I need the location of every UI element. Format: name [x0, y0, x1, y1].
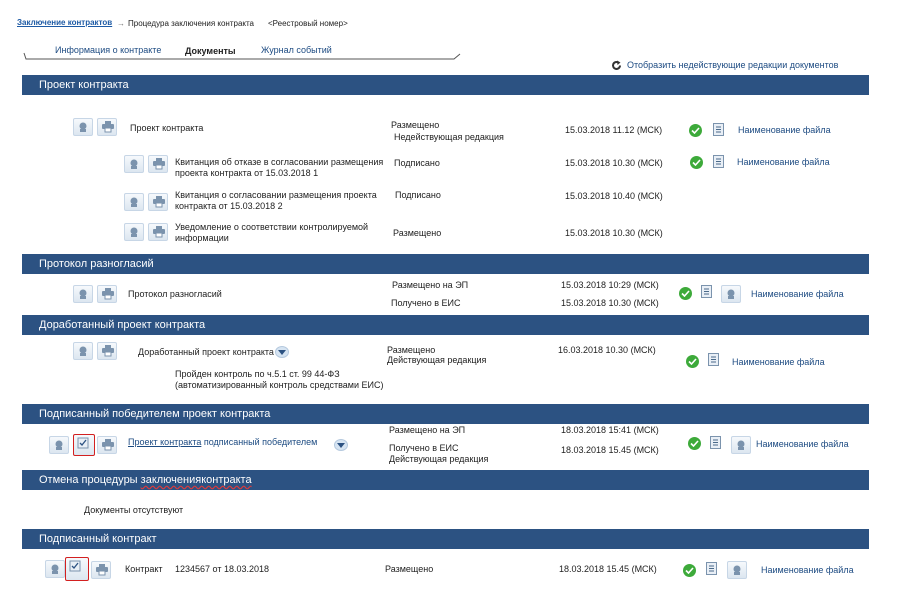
doc-status: Размещено: [393, 228, 442, 238]
section-title-prefix: Отмена процедуры: [39, 474, 141, 486]
show-inactive-link[interactable]: Отобразить недействующие редакции документов: [627, 60, 839, 70]
file-link[interactable]: Наименование файла: [751, 289, 844, 299]
section-contract-draft: Проект контракта: [22, 75, 869, 95]
file-icon[interactable]: [710, 436, 721, 449]
file-icon[interactable]: [713, 155, 724, 168]
doc-date: 15.03.2018 10:29 (МСК): [561, 280, 659, 290]
section-title-underlined: заключенияконтракта: [140, 474, 252, 486]
seal-icon: [128, 196, 140, 208]
doc-status: Подписано: [394, 158, 440, 168]
doc-edition: Действующая редакция: [389, 454, 489, 464]
check-icon: [679, 287, 692, 300]
print-icon: [101, 121, 115, 133]
print-icon: [101, 439, 115, 451]
doc-name: Квитанция о согласовании размещения проекта контракта от 15.03.2018 2: [175, 190, 377, 211]
print-button[interactable]: [91, 561, 111, 579]
signature-button[interactable]: [124, 193, 144, 211]
file-icon[interactable]: [701, 285, 712, 298]
print-icon: [101, 345, 115, 357]
signature-button[interactable]: [49, 436, 69, 454]
doc-name: Уведомление о соответствии контролируемой информации: [175, 222, 369, 243]
file-icon[interactable]: [713, 123, 724, 136]
print-button[interactable]: [148, 223, 168, 241]
doc-date: 16.03.2018 10.30 (МСК): [558, 345, 656, 355]
doc-date: 15.03.2018 10.30 (МСК): [565, 158, 663, 168]
expand-chevron-icon[interactable]: [275, 346, 289, 358]
section-disagreement-protocol: Протокол разногласий: [22, 254, 869, 274]
print-icon: [95, 564, 109, 576]
check-icon: [690, 156, 703, 169]
signature-button[interactable]: [721, 285, 741, 303]
doc-status: Получено в ЕИС: [391, 298, 461, 308]
tab-event-journal[interactable]: Журнал событий: [261, 45, 332, 55]
control-note-text: (автоматизированный контроль средствами ЕИС): [175, 380, 384, 390]
section-procedure-cancellation: [22, 470, 869, 490]
signature-button[interactable]: [73, 285, 93, 303]
check-icon: [689, 124, 702, 137]
print-button[interactable]: [97, 285, 117, 303]
doc-name: Контракт: [125, 564, 163, 574]
doc-status: Размещено: [387, 345, 436, 355]
file-link[interactable]: Наименование файла: [738, 125, 831, 135]
print-icon: [152, 196, 166, 208]
doc-name: Проект контракта: [130, 123, 204, 133]
doc-edition: Недействующая редакция: [394, 132, 504, 142]
verify-signature-button[interactable]: [73, 434, 95, 456]
signature-button[interactable]: [124, 223, 144, 241]
print-icon: [152, 158, 166, 170]
signature-button[interactable]: [73, 342, 93, 360]
doc-name: Протокол разногласий: [128, 289, 222, 299]
doc-name: Доработанный проект контракта: [138, 347, 274, 357]
doc-edition: Действующая редакция: [387, 355, 487, 365]
signature-button[interactable]: [727, 561, 747, 579]
tabs-underline: [22, 52, 462, 64]
signature-button[interactable]: [73, 118, 93, 136]
print-icon: [101, 288, 115, 300]
breadcrumb-procedure[interactable]: Процедура заключения контракта: [128, 19, 255, 28]
section-signed-by-winner: Подписанный победителем проект контракта: [22, 404, 869, 424]
seal-icon: [128, 226, 140, 238]
tab-documents[interactable]: Документы: [185, 46, 236, 56]
doc-status: Подписано: [395, 190, 441, 200]
seal-icon: [49, 563, 61, 575]
print-button[interactable]: [97, 436, 117, 454]
print-button[interactable]: [148, 193, 168, 211]
control-passed-text: Пройден контроль по ч.5.1 ст. 99 44-ФЗ: [175, 369, 340, 379]
doc-name: Квитанция об отказе в согласовании размещения проекта контракта от 15.03.2018 1: [175, 157, 384, 178]
print-button[interactable]: [97, 118, 117, 136]
file-icon[interactable]: [708, 353, 719, 366]
refresh-icon[interactable]: [611, 60, 622, 71]
doc-status: Размещено: [391, 120, 440, 130]
file-link[interactable]: Наименование файла: [732, 357, 825, 367]
signature-button[interactable]: [124, 155, 144, 173]
doc-name: [128, 437, 317, 447]
verify-icon: [69, 560, 81, 572]
seal-icon: [128, 158, 140, 170]
section-revised-draft: Доработанный проект контракта: [22, 315, 869, 335]
file-link[interactable]: Наименование файла: [761, 565, 854, 575]
doc-status: Размещено: [385, 564, 434, 574]
tab-contract-info[interactable]: Информация о контракте: [55, 45, 162, 55]
check-icon: [683, 564, 696, 577]
doc-date: 15.03.2018 11.12 (МСК): [565, 125, 663, 135]
seal-icon: [77, 345, 89, 357]
breadcrumb-arrow-icon: →: [117, 19, 125, 28]
seal-icon: [725, 288, 737, 300]
seal-icon: [77, 288, 89, 300]
doc-date: 18.03.2018 15:41 (МСК): [561, 425, 659, 435]
doc-status: Размещено на ЭП: [389, 425, 466, 435]
doc-date: 18.03.2018 15.45 (МСК): [561, 445, 659, 455]
print-button[interactable]: [148, 155, 168, 173]
file-link[interactable]: Наименование файла: [737, 157, 830, 167]
doc-status: Размещено на ЭП: [392, 280, 469, 290]
no-documents-text: Документы отсутствуют: [84, 505, 184, 515]
seal-icon: [77, 121, 89, 133]
doc-date: 18.03.2018 15.45 (МСК): [559, 564, 657, 574]
breadcrumb-registry-number: <Реестровый номер>: [268, 19, 348, 28]
doc-status: Получено в ЕИС: [389, 443, 459, 453]
doc-date: 15.03.2018 10.40 (МСК): [565, 191, 663, 201]
print-icon: [152, 226, 166, 238]
signature-button[interactable]: [731, 436, 751, 454]
section-signed-contract: Подписанный контракт: [22, 529, 869, 549]
expand-chevron-icon[interactable]: [334, 439, 348, 451]
check-icon: [686, 355, 699, 368]
verify-icon: [77, 437, 89, 449]
doc-date: 15.03.2018 10.30 (МСК): [565, 228, 663, 238]
breadcrumb-contracts[interactable]: Заключение контрактов: [17, 18, 113, 27]
seal-icon: [731, 564, 743, 576]
verify-signature-button[interactable]: [65, 557, 89, 581]
doc-date: 15.03.2018 10.30 (МСК): [561, 298, 659, 308]
contract-draft-link[interactable]: Проект контракта: [128, 437, 202, 447]
contract-number: 1234567 от 18.03.2018: [175, 564, 270, 574]
file-icon[interactable]: [706, 562, 717, 575]
file-link[interactable]: Наименование файла: [756, 439, 849, 449]
print-button[interactable]: [97, 342, 117, 360]
seal-icon: [735, 439, 747, 451]
signature-button[interactable]: [45, 560, 65, 578]
doc-name-rest: подписанный победителем: [201, 437, 318, 447]
check-icon: [688, 437, 701, 450]
seal-icon: [53, 439, 65, 451]
